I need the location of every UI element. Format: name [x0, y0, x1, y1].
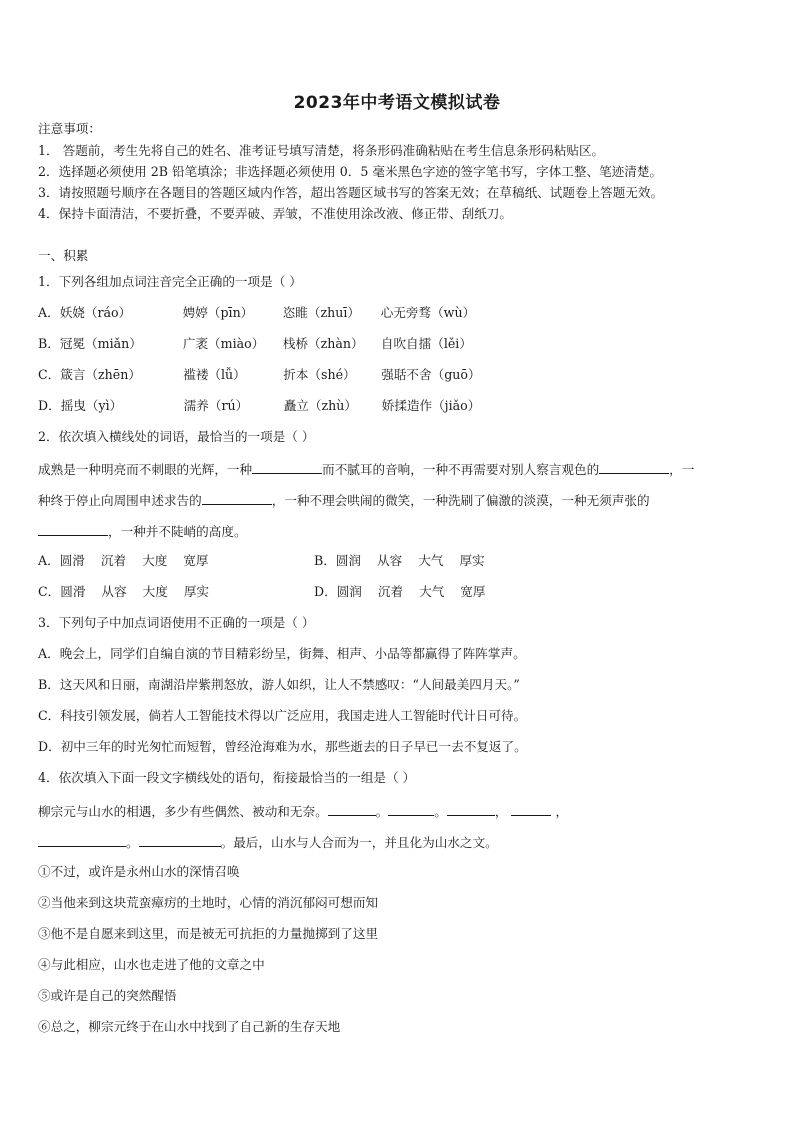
- option-item: 濡养（rú）: [183, 398, 249, 413]
- passage-text: 。: [434, 804, 447, 819]
- notice-heading: 注意事项：: [38, 121, 101, 136]
- option-text: 圆润 从容 大气 厚实: [335, 553, 485, 568]
- fill-blank: [599, 460, 669, 474]
- option-text: 圆润 沉着 大气 宽厚: [336, 584, 486, 599]
- list-item: ③他不是自愿来到这里，而是被无可抗拒的力量抛掷到了这里: [38, 926, 379, 941]
- fill-blank: [139, 833, 221, 847]
- fill-blank: [328, 802, 376, 816]
- list-item: ①不过，或许是永州山水的深情召唤: [38, 864, 240, 879]
- option-label: D．: [314, 584, 337, 599]
- option-label: D．: [38, 398, 61, 413]
- fill-blank: [511, 802, 551, 816]
- option-item: 栈桥（zhàn）: [282, 336, 364, 351]
- question-stem: 4．依次填入下面一段文字横线处的语句，衔接最恰当的一组是（ ）: [38, 770, 416, 785]
- passage-text: 。: [126, 835, 139, 850]
- answer-option: [38, 367, 481, 383]
- passage-line: [38, 522, 247, 540]
- option-label: A．: [38, 305, 60, 320]
- fill-blank: [252, 460, 322, 474]
- option-item: 恣睢（zhuī）: [282, 305, 360, 320]
- question-stem: 2．依次填入横线处的词语，最恰当的一项是（ ）: [38, 429, 315, 444]
- page-title: 2023年中考语文模拟试卷: [293, 93, 501, 113]
- answer-option-row: [38, 553, 485, 569]
- option-label: C．: [38, 584, 61, 599]
- list-item: ⑥总之，柳宗元终于在山水中找到了自己新的生存天地: [38, 1019, 341, 1034]
- option-label: C．: [38, 367, 61, 382]
- option-item: 箴言（zhēn）: [60, 367, 141, 382]
- option-label: A．: [38, 553, 60, 568]
- answer-option: C．科技引领发展，倘若人工智能技术得以广泛应用，我国走进人工智能时代计日可待。: [38, 708, 527, 723]
- passage-text: ，一种并不陡峭的高度。: [108, 524, 247, 539]
- answer-option: [38, 336, 472, 352]
- answer-option: D．初中三年的时光匆忙而短暂，曾经沧海难为水，那些逝去的日子早已一去不复返了。: [38, 739, 527, 754]
- option-item: 心无旁骛（wù）: [380, 305, 476, 320]
- answer-option: A．晚会上，同学们自编自演的节目精彩纷呈，街舞、相声、小品等都赢得了阵阵掌声。: [38, 646, 526, 661]
- notice-item: 4．保持卡面清洁，不要折叠，不要弄破、弄皱，不准使用涂改液、修正带、刮纸刀。: [38, 206, 512, 221]
- option-item: 强聒不舍（guō）: [381, 367, 481, 382]
- answer-option: [38, 305, 475, 321]
- option-item: 妖娆（ráo）: [59, 305, 132, 320]
- passage-text: ，: [494, 804, 508, 819]
- passage-line: [38, 491, 650, 509]
- option-label: B．: [38, 336, 60, 351]
- passage-text: ，一种不理会哄闹的微笑，一种洗刷了偏激的淡漠，一种无须声张的: [271, 493, 650, 508]
- passage-text: 成熟是一种明亮而不刺眼的光辉，一种: [38, 462, 253, 477]
- passage-text: 种终于停止向周围申述求告的: [38, 493, 202, 508]
- option-text: 圆滑 从容 大度 厚实: [60, 584, 210, 599]
- list-item: ②当他来到这块荒蛮瘴疠的土地时，心情的消沉郁闷可想而知: [38, 895, 379, 910]
- passage-text: 。: [375, 804, 389, 819]
- passage-line: [38, 833, 498, 851]
- notice-item: 1． 答题前，考生先将自己的姓名、准考证号填写清楚，将条形码准确粘贴在考生信息条形码粘贴区。: [38, 143, 605, 158]
- option-item: 自吹自擂（lěi）: [380, 336, 472, 351]
- question-stem: 3．下列句子中加点词语使用不正确的一项是（ ）: [38, 615, 315, 630]
- section-heading: 一、积累: [38, 248, 89, 263]
- option-item: 娇揉造作（jiǎo）: [381, 398, 481, 413]
- option-item: 娉婷（pīn）: [182, 305, 254, 320]
- list-item: ④与此相应，山水也走进了他的文章之中: [38, 957, 265, 972]
- fill-blank: [38, 522, 108, 536]
- notice-item: 2．选择题必须使用 2B 铅笔填涂；非选择题必须使用 0．5 毫米黑色字迹的签字笔书写，字体工整、笔迹清楚。: [38, 164, 663, 179]
- passage-line: [38, 802, 568, 820]
- list-item: ⑤或许是自己的突然醒悟: [38, 988, 177, 1003]
- answer-option-row: [38, 584, 486, 600]
- answer-option: B．这天风和日丽，南湖沿岸紫荆怒放，游人如织，让人不禁感叹：“人间最美四月天。”: [38, 677, 520, 692]
- passage-text: 柳宗元与山水的相遇，多少有些偶然、被动和无奈。: [38, 804, 328, 819]
- notice-item: 3．请按照题号顺序在各题目的答题区域内作答，超出答题区域书写的答案无效；在草稿纸、试题卷上答题无效。: [38, 185, 664, 200]
- option-item: 矗立（zhù）: [283, 398, 357, 413]
- option-item: 广袤（miào）: [182, 336, 265, 351]
- passage-text: 而不腻耳的音响，一种不再需要对别人察言观色的: [322, 462, 600, 477]
- fill-blank: [38, 833, 126, 847]
- fill-blank: [388, 802, 434, 816]
- passage-line: [38, 460, 694, 478]
- passage-text: ，一: [669, 462, 695, 477]
- option-item: 摇曳（yì）: [60, 398, 123, 413]
- option-item: 冠冕（miǎn）: [59, 336, 142, 351]
- option-item: 褴褛（lǚ）: [183, 367, 246, 382]
- fill-blank: [447, 802, 495, 816]
- passage-text: 。最后，山水与人合而为一，并且化为山水之文。: [220, 835, 498, 850]
- passage-text: ，: [555, 804, 569, 819]
- question-stem: 1．下列各组加点词注音完全正确的一项是（ ）: [38, 274, 302, 289]
- answer-option: [38, 398, 480, 414]
- option-text: 圆滑 沉着 大度 宽厚: [59, 553, 209, 568]
- option-item: 折本（shé）: [283, 367, 356, 382]
- option-label: B．: [314, 553, 336, 568]
- fill-blank: [202, 491, 272, 505]
